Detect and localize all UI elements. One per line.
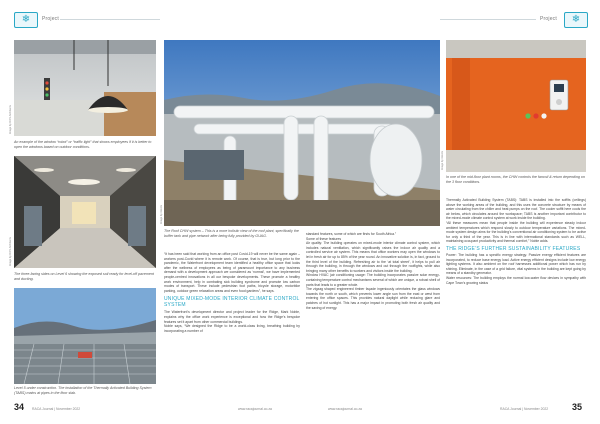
- paragraph: Water resources: The building employs the normal low-water flow devices in sympathy with Cape Town’s growing status: [446, 275, 586, 285]
- caption-roof-plant: The Roof CHW system – This is a more holistic view of the roof plant, specifically the buffer tank and pipe network after being fully provided by GUAG.: [164, 229, 299, 238]
- paragraph: Some of these features: [306, 236, 342, 241]
- section-label-left: Project: [42, 16, 59, 22]
- photo-credit-lamp: Image by ROS Architects: [9, 105, 12, 134]
- caption-roof: Level 5 under construction. The installation of the Thermally Activated Building System (TABS) mains at pipes in the floor slab.: [14, 386, 152, 395]
- construction-photo: [14, 288, 156, 384]
- controls-photo: [446, 40, 586, 172]
- paragraph: The Waterfront’s development director and project leader for the Ridge, Mark Noble, explains why the office work experience is exceptional and how the Ridge’s bespoke features set it apart from other commercial buildings.: [164, 310, 300, 324]
- page-number-right: 35: [572, 402, 583, 412]
- photo-credit-corridor: Image by ROS Architects: [9, 237, 12, 266]
- page-number-left: 34: [14, 402, 25, 412]
- footer-site-left: www.racajournal.co.za: [238, 407, 272, 411]
- roof-plant-photo: [164, 40, 440, 226]
- lamp-photo: [14, 40, 156, 136]
- corridor-photo: [14, 156, 156, 268]
- photo-credit-controls: Image by GUAG: [441, 150, 444, 170]
- text-column-3: [446, 198, 586, 285]
- paragraph: standard features, some of which are firsts for South Africa.”: [306, 232, 397, 236]
- caption-corridor: The three-facing sides on Level 6 showing the exposed soil ready for level-off pavement and ducting.: [14, 272, 154, 281]
- text-column-2: [306, 232, 440, 310]
- caption-controls: In one of the mid-floor plant rooms, the CHW controls the fancoil & return depending on the 3 floor conditions.: [446, 175, 585, 184]
- section-heading: THE RIDGE’S FURTHER SUSTAINABILITY FEATURES: [446, 245, 581, 252]
- snowflake-icon: ❄: [571, 14, 581, 25]
- photo-credit-roof: Image by GUAG: [160, 204, 163, 224]
- paragraph: Thermally Activated Building System (TABS): TABS is installed into the soffits (ceilings) above the working areas of the building, and this uses the concrete structure by means of water circulating from the chiller and heat pumps on the roof. The cooler soffit here cools the air below, which circulates around the workspace; TABS is another important contributor to the mixed-mode climate control system at work inside the building.: [446, 198, 586, 221]
- paragraph: The zigzag shaped engineered timber façade ingeniously orientates the glass windows towards the north or south, which prevents lower angle sun from the east or west from entering the office spaces. This provides natural daylight while reducing glare and patches of hot sunlight. This has a major impact in promoting both fresh air quality and the saving of energy.: [306, 287, 440, 310]
- text-column-1: [164, 252, 300, 333]
- paragraph: “It has been said that working from an office post Covid-19 will never be the same again – workers post-Covid where it is remote work. Of course, that is true, but long prior to the pandemic, the Waterfront development team identified a healthy office space that looks after the wellness of employees as being of paramount importance to any business demand with a development approach we considered as ‘normal’, we have implemented people-centred innovations in all our bespoke developments. These promote a healthy work environment, help in combating sick building syndrome and promote low carbon modes of transport. These include pedestrian foot paths, bicycle storage, motorbike parking, outdoor green relaxation areas and even food gardens”, he says.: [164, 252, 300, 293]
- section-badge-right: [564, 12, 588, 28]
- paragraph: Noble says, “We designed the Ridge to be a world-class living, breathing building by incorporating a number of: [164, 324, 300, 333]
- header-rule-left: [60, 19, 160, 20]
- paragraph: “All these measures mean that people inside the building will experience steady indoor ambient temperatures which respond slowly to outdoor temperature variations. The mixed-mode system design aims for the building’s conventional air conditioning system to be active for only a third of the year. This is in line with international standards such as WELL, maintaining occupant productivity and thermal comfort,” Noble adds.: [446, 220, 586, 244]
- header-rule-right: [440, 19, 536, 20]
- paragraph: Window HVAC (air conditioning usage: The building incorporates passive solar energy-containing temperature control mechanisms several of which are unique, a robust shell of parts that leads to a greater whole.: [306, 273, 440, 287]
- footer-issue-right: RACA Journal | November 2022: [500, 407, 549, 411]
- paragraph: Air quality: The building operates on mixed-mode interior climate control system, which includes natural ventilation, which significantly raises the indoor air quality and a controlled service air system. This means that office workers may open the windows to let in fresh air for up to 85% of the year round. An innovative solution is, in fact, ground to the third level of the building. Refreshing air to the ‘at total street’, it helps to pull air through the building, in through the windows and out through the rooflights, while also bringing many other benefits to workers and visitors inside the building.: [306, 241, 440, 273]
- paragraph: Power: The building has a specific energy strategy. Passive energy efficient features are incorporated, to reduce base energy load. Active energy efficient designs include low energy lighting systems. It also ambient on the roof harnesses additional power which has run by shining. Eliminate, in the case of a grid failure, vital systems in the building are kept going by means of a standby generator.: [446, 252, 586, 276]
- footer-site-center: www.racajournal.co.za: [328, 407, 362, 411]
- snowflake-icon: ❄: [21, 14, 31, 25]
- caption-lamp: An example of the window “robot” or “traffic light” that shows employees if it is better to open the windows based on outdoor conditions.: [14, 140, 152, 149]
- footer-issue-left: RACA Journal | November 2022: [32, 407, 81, 411]
- section-heading: UNIQUE MIXED-MODE INTERIOR CLIMATE CONTROL SYSTEM: [164, 296, 300, 309]
- section-badge-left: [14, 12, 38, 28]
- section-label-right: Project: [540, 16, 557, 22]
